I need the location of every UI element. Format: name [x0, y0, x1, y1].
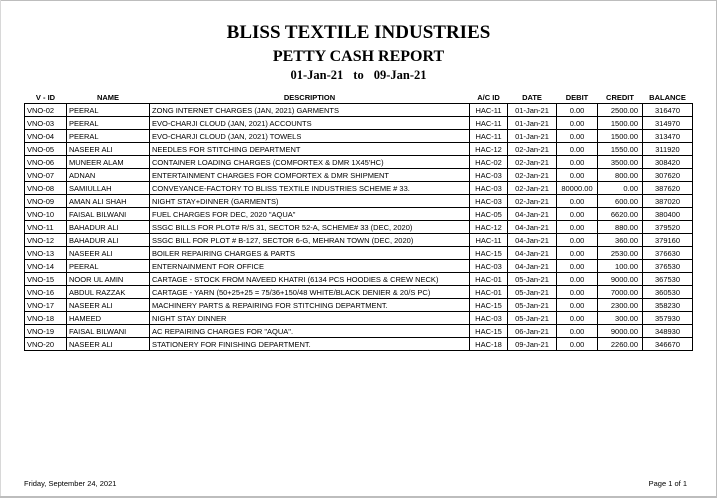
cell-vid: VNO-17 [25, 299, 67, 312]
footer-page-number: Page 1 of 1 [648, 479, 687, 488]
cell-balance: 358230 [643, 299, 693, 312]
cell-acid: HAC-02 [470, 156, 508, 169]
cell-credit: 9000.00 [598, 273, 643, 286]
header-acid: A/C ID [477, 93, 500, 102]
cell-debit: 0.00 [557, 273, 598, 286]
table-row [25, 247, 693, 260]
table-row [25, 312, 693, 325]
page-edge-top [0, 0, 717, 1]
cell-vid: VNO-06 [25, 156, 67, 169]
cell-acid: HAC-18 [470, 338, 508, 351]
cell-name: FAISAL BILWANI [67, 325, 150, 338]
petty-cash-table [24, 92, 693, 351]
table-row [25, 143, 693, 156]
table-row [25, 208, 693, 221]
cell-balance: 367530 [643, 273, 693, 286]
cell-credit: 600.00 [598, 195, 643, 208]
cell-acid: HAC-03 [470, 260, 508, 273]
cell-date: 05-Jan-21 [508, 299, 557, 312]
cell-balance: 313470 [643, 130, 693, 143]
cell-credit: 9000.00 [598, 325, 643, 338]
cell-credit: 6620.00 [598, 208, 643, 221]
table-row [25, 260, 693, 273]
header-vid: V - ID [35, 93, 56, 102]
cell-name: PEERAL [67, 130, 150, 143]
cell-credit: 1500.00 [598, 117, 643, 130]
cell-acid: HAC-11 [470, 117, 508, 130]
table-header-row [25, 92, 693, 104]
cell-debit: 0.00 [557, 286, 598, 299]
cell-acid: HAC-01 [470, 286, 508, 299]
cell-name: HAMEED [67, 312, 150, 325]
header-date: DATE [522, 93, 542, 102]
cell-vid: VNO-12 [25, 234, 67, 247]
cell-description: SSGC BILLS FOR PLOT# R/S 31, SECTOR 52-A, SCHEME# 33 (DEC, 2020) [150, 221, 470, 234]
cell-acid: HAC-11 [470, 234, 508, 247]
cell-name: NASEER ALI [67, 143, 150, 156]
date-from: 01-Jan-21 [290, 68, 344, 82]
cell-vid: VNO-03 [25, 117, 67, 130]
cell-description: NIGHT STAY DINNER [150, 312, 470, 325]
cell-balance: 346670 [643, 338, 693, 351]
cell-date: 04-Jan-21 [508, 208, 557, 221]
cell-balance: 348930 [643, 325, 693, 338]
cell-description: SSGC BILL FOR PLOT # B-127, SECTOR 6-G, MEHRAN TOWN (DEC, 2020) [150, 234, 470, 247]
cell-name: AMAN ALI SHAH [67, 195, 150, 208]
cell-description: EVO-CHARJI CLOUD (JAN, 2021) ACCOUNTS [150, 117, 470, 130]
cell-acid: HAC-12 [470, 221, 508, 234]
cell-credit: 1500.00 [598, 130, 643, 143]
cell-name: FAISAL BILWANI [67, 208, 150, 221]
table-row [25, 117, 693, 130]
cell-description: CARTAGE - STOCK FROM NAVEED KHATRI (6134 PCS HOODIES & CREW NECK) [150, 273, 470, 286]
cell-acid: HAC-01 [470, 273, 508, 286]
header-debit: DEBIT [565, 93, 589, 102]
cell-vid: VNO-10 [25, 208, 67, 221]
cell-vid: VNO-11 [25, 221, 67, 234]
cell-credit: 2300.00 [598, 299, 643, 312]
cell-acid: HAC-03 [470, 312, 508, 325]
table-row [25, 325, 693, 338]
cell-balance: 314970 [643, 117, 693, 130]
cell-date: 01-Jan-21 [508, 104, 557, 117]
cell-debit: 0.00 [557, 299, 598, 312]
cell-date: 09-Jan-21 [508, 338, 557, 351]
cell-name: NOOR UL AMIN [67, 273, 150, 286]
cell-description: MACHINERY PARTS & REPAIRING FOR STITCHING DEPARTMENT. [150, 299, 470, 312]
header-balance: BALANCE [649, 93, 686, 102]
cell-debit: 0.00 [557, 208, 598, 221]
cell-date: 04-Jan-21 [508, 221, 557, 234]
cell-balance: 307620 [643, 169, 693, 182]
cell-acid: HAC-05 [470, 208, 508, 221]
table-row [25, 286, 693, 299]
cell-credit: 2260.00 [598, 338, 643, 351]
table-row [25, 234, 693, 247]
cell-date: 06-Jan-21 [508, 325, 557, 338]
cell-name: PEERAL [67, 117, 150, 130]
cell-date: 04-Jan-21 [508, 247, 557, 260]
cell-description: BOILER REPAIRING CHARGES & PARTS [150, 247, 470, 260]
cell-description: CONTAINER LOADING CHARGES (COMFORTEX & DMR 1X45'HC) [150, 156, 470, 169]
cell-balance: 376530 [643, 260, 693, 273]
cell-balance: 308420 [643, 156, 693, 169]
cell-date: 05-Jan-21 [508, 286, 557, 299]
table-row [25, 169, 693, 182]
cell-balance: 379520 [643, 221, 693, 234]
cell-credit: 1550.00 [598, 143, 643, 156]
date-to: 09-Jan-21 [373, 68, 427, 82]
cell-acid: HAC-03 [470, 182, 508, 195]
cell-credit: 100.00 [598, 260, 643, 273]
cell-debit: 0.00 [557, 169, 598, 182]
company-name: BLISS TEXTILE INDUSTRIES [226, 22, 491, 43]
cell-vid: VNO-20 [25, 338, 67, 351]
table-row [25, 195, 693, 208]
cell-credit: 2530.00 [598, 247, 643, 260]
cell-balance: 360530 [643, 286, 693, 299]
cell-vid: VNO-18 [25, 312, 67, 325]
header-name: NAME [96, 93, 120, 102]
cell-name: PEERAL [67, 260, 150, 273]
cell-vid: VNO-07 [25, 169, 67, 182]
report-title: PETTY CASH REPORT [272, 48, 445, 65]
cell-debit: 0.00 [557, 312, 598, 325]
table-row [25, 130, 693, 143]
cell-credit: 7000.00 [598, 286, 643, 299]
cell-name: NASEER ALI [67, 338, 150, 351]
cell-debit: 0.00 [557, 325, 598, 338]
cell-description: ENTERNAINMENT FOR OFFICE [150, 260, 470, 273]
cell-name: BAHADUR ALI [67, 221, 150, 234]
cell-date: 02-Jan-21 [508, 143, 557, 156]
cell-vid: VNO-19 [25, 325, 67, 338]
report-date-range [0, 68, 717, 83]
cell-acid: HAC-03 [470, 195, 508, 208]
cell-debit: 0.00 [557, 247, 598, 260]
cell-debit: 0.00 [557, 195, 598, 208]
cell-date: 01-Jan-21 [508, 130, 557, 143]
cell-description: STATIONERY FOR FINISHING DEPARTMENT. [150, 338, 470, 351]
cell-name: ADNAN [67, 169, 150, 182]
cell-description: CARTAGE - YARN (50+25+25 = 75/36+150/48 WHITE/BLACK DENIER & 20/S PC) [150, 286, 470, 299]
cell-description: CONVEYANCE-FACTORY TO BLISS TEXTILE INDUSTRIES SCHEME # 33. [150, 182, 470, 195]
cell-vid: VNO-14 [25, 260, 67, 273]
cell-debit: 0.00 [557, 143, 598, 156]
cell-description: ENTERTAINMENT CHARGES FOR COMFORTEX & DMR SHIPMENT [150, 169, 470, 182]
cell-credit: 0.00 [598, 182, 643, 195]
table-row [25, 182, 693, 195]
cell-date: 01-Jan-21 [508, 117, 557, 130]
cell-vid: VNO-04 [25, 130, 67, 143]
cell-debit: 0.00 [557, 338, 598, 351]
cell-date: 04-Jan-21 [508, 260, 557, 273]
table-row [25, 221, 693, 234]
cell-credit: 880.00 [598, 221, 643, 234]
cell-balance: 357930 [643, 312, 693, 325]
table-row [25, 104, 693, 117]
cell-date: 02-Jan-21 [508, 195, 557, 208]
cell-balance: 376630 [643, 247, 693, 260]
cell-balance: 380400 [643, 208, 693, 221]
header-credit: CREDIT [606, 93, 634, 102]
cell-name: BAHADUR ALI [67, 234, 150, 247]
cell-balance: 316470 [643, 104, 693, 117]
cell-description: NEEDLES FOR STITCHING DEPARTMENT [150, 143, 470, 156]
table-row [25, 299, 693, 312]
cell-debit: 0.00 [557, 260, 598, 273]
date-separator: to [353, 68, 364, 82]
cell-description: NIGHT STAY+DINNER (GARMENTS) [150, 195, 470, 208]
cell-debit: 0.00 [557, 130, 598, 143]
cell-name: NASEER ALI [67, 247, 150, 260]
cell-acid: HAC-15 [470, 247, 508, 260]
cell-balance: 387620 [643, 182, 693, 195]
cell-description: ZONG INTERNET CHARGES (JAN, 2021) GARMENTS [150, 104, 470, 117]
cell-date: 02-Jan-21 [508, 156, 557, 169]
cell-balance: 387020 [643, 195, 693, 208]
cell-debit: 80000.00 [557, 182, 598, 195]
cell-vid: VNO-02 [25, 104, 67, 117]
cell-description: FUEL CHARGES FOR DEC, 2020 "AQUA" [150, 208, 470, 221]
cell-vid: VNO-09 [25, 195, 67, 208]
cell-acid: HAC-11 [470, 104, 508, 117]
cell-vid: VNO-08 [25, 182, 67, 195]
cell-date: 05-Jan-21 [508, 273, 557, 286]
cell-credit: 2500.00 [598, 104, 643, 117]
cell-debit: 0.00 [557, 156, 598, 169]
cell-debit: 0.00 [557, 221, 598, 234]
table-row [25, 338, 693, 351]
cell-acid: HAC-03 [470, 169, 508, 182]
cell-vid: VNO-13 [25, 247, 67, 260]
cell-vid: VNO-15 [25, 273, 67, 286]
cell-acid: HAC-15 [470, 325, 508, 338]
cell-date: 05-Jan-21 [508, 312, 557, 325]
cell-date: 02-Jan-21 [508, 169, 557, 182]
cell-debit: 0.00 [557, 117, 598, 130]
cell-name: NASEER ALI [67, 299, 150, 312]
cell-debit: 0.00 [557, 104, 598, 117]
cell-name: PEERAL [67, 104, 150, 117]
cell-credit: 800.00 [598, 169, 643, 182]
cell-balance: 379160 [643, 234, 693, 247]
cell-debit: 0.00 [557, 234, 598, 247]
cell-credit: 300.00 [598, 312, 643, 325]
cell-date: 04-Jan-21 [508, 234, 557, 247]
cell-acid: HAC-15 [470, 299, 508, 312]
cell-credit: 3500.00 [598, 156, 643, 169]
cell-name: ABDUL RAZZAK [67, 286, 150, 299]
cell-date: 02-Jan-21 [508, 182, 557, 195]
cell-name: MUNEER ALAM [67, 156, 150, 169]
table-row [25, 273, 693, 286]
cell-description: EVO-CHARJI CLOUD (JAN, 2021) TOWELS [150, 130, 470, 143]
footer-printed-date: Friday, September 24, 2021 [24, 479, 117, 488]
cell-acid: HAC-11 [470, 130, 508, 143]
header-description: DESCRIPTION [283, 93, 336, 102]
cell-credit: 360.00 [598, 234, 643, 247]
cell-balance: 311920 [643, 143, 693, 156]
cell-acid: HAC-12 [470, 143, 508, 156]
cell-vid: VNO-16 [25, 286, 67, 299]
cell-description: AC REPAIRING CHARGES FOR "AQUA". [150, 325, 470, 338]
cell-name: SAMIULLAH [67, 182, 150, 195]
cell-vid: VNO-05 [25, 143, 67, 156]
table-row [25, 156, 693, 169]
